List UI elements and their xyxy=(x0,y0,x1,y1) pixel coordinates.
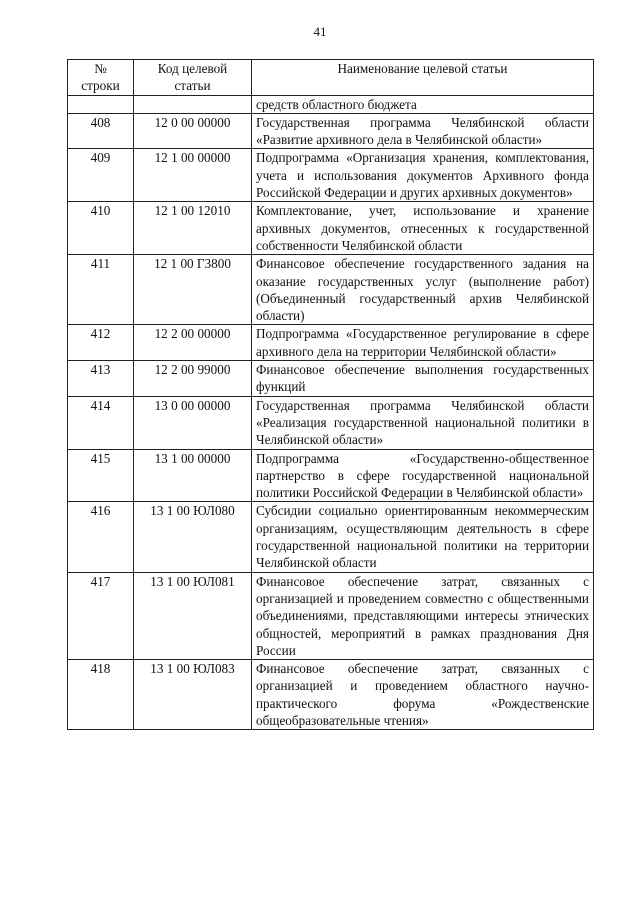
continuation-code-cell xyxy=(134,95,252,113)
continuation-text: средств областного бюджета xyxy=(252,95,594,113)
target-name: Государственная программа Челябинской области «Развитие архивного дела в Челябинской области» xyxy=(252,113,594,149)
table-row xyxy=(68,255,594,325)
target-name: Государственная программа Челябинской области «Реализация государственной национальной политики в Челябинской области» xyxy=(252,396,594,449)
header-target-code-line2: статьи xyxy=(174,78,211,94)
target-code: 12 0 00 00000 xyxy=(134,113,252,149)
target-code: 13 0 00 00000 xyxy=(134,396,252,449)
page-number: 41 xyxy=(313,24,327,39)
target-name: Подпрограмма «Государственно-общественное партнерство в сфере государственной национальной политики Российской Федерации в Челябинской области» xyxy=(252,449,594,502)
target-code: 13 1 00 ЮЛ083 xyxy=(134,660,252,730)
row-number: 414 xyxy=(68,396,134,449)
table-row xyxy=(68,361,594,397)
target-code: 12 1 00 12010 xyxy=(134,202,252,255)
row-number: 413 xyxy=(68,361,134,397)
target-name: Подпрограмма «Государственное регулирование в сфере архивного дела на территории Челябинской области» xyxy=(252,325,594,361)
header-target-code xyxy=(134,60,252,96)
target-code: 13 1 00 ЮЛ080 xyxy=(134,502,252,572)
table-row xyxy=(68,113,594,149)
target-code: 13 1 00 ЮЛ081 xyxy=(134,572,252,659)
target-name: Комплектование, учет, использование и хранение архивных документов, отнесенных к государственной собственности Челябинской области xyxy=(252,202,594,255)
table-row xyxy=(68,396,594,449)
target-name: Финансовое обеспечение государственного задания на оказание государственных услуг (выполнение работ) (Объединенный государственный архив Челябинской области) xyxy=(252,255,594,325)
row-number: 418 xyxy=(68,660,134,730)
table-row xyxy=(68,325,594,361)
table-row xyxy=(68,572,594,659)
row-number: 411 xyxy=(68,255,134,325)
target-name: Финансовое обеспечение выполнения государственных функций xyxy=(252,361,594,397)
row-number: 417 xyxy=(68,572,134,659)
table-row xyxy=(68,149,594,202)
table-header-row xyxy=(68,60,594,96)
continuation-row xyxy=(68,95,594,113)
row-number: 416 xyxy=(68,502,134,572)
table-row xyxy=(68,449,594,502)
row-number: 415 xyxy=(68,449,134,502)
budget-items-table xyxy=(67,59,594,730)
header-target-code-line1: Код целевой xyxy=(157,61,228,76)
target-code: 12 2 00 99000 xyxy=(134,361,252,397)
target-code: 12 1 00 Г3800 xyxy=(134,255,252,325)
table-row xyxy=(68,660,594,730)
table-row xyxy=(68,502,594,572)
table-row xyxy=(68,202,594,255)
header-target-name: Наименование целевой статьи xyxy=(252,60,594,96)
target-code: 12 2 00 00000 xyxy=(134,325,252,361)
row-number: 409 xyxy=(68,149,134,202)
target-code: 13 1 00 00000 xyxy=(134,449,252,502)
target-name: Субсидии социально ориентированным некоммерческим организациям, осуществляющим деятельность в сфере государственной национальной политики на территории Челябинской области xyxy=(252,502,594,572)
row-number: 412 xyxy=(68,325,134,361)
target-code: 12 1 00 00000 xyxy=(134,149,252,202)
header-row-number xyxy=(68,60,134,96)
target-name: Подпрограмма «Организация хранения, комплектования, учета и использования документов Архивного фонда Российской Федерации и других архивных документов» xyxy=(252,149,594,202)
row-number: 408 xyxy=(68,113,134,149)
header-row-number-line2: строки xyxy=(81,78,120,94)
continuation-num-cell xyxy=(68,95,134,113)
target-name: Финансовое обеспечение затрат, связанных с организацией и проведением совместно с общественными объединениями, представляющими интересы этнических общностей, мероприятий в рамках празднования Дня России xyxy=(252,572,594,659)
row-number: 410 xyxy=(68,202,134,255)
target-name: Финансовое обеспечение затрат, связанных с организацией и проведением областного научно-практического форума «Рождественские общеобразовательные чтения» xyxy=(252,660,594,730)
header-row-number-line1: № xyxy=(94,61,107,76)
